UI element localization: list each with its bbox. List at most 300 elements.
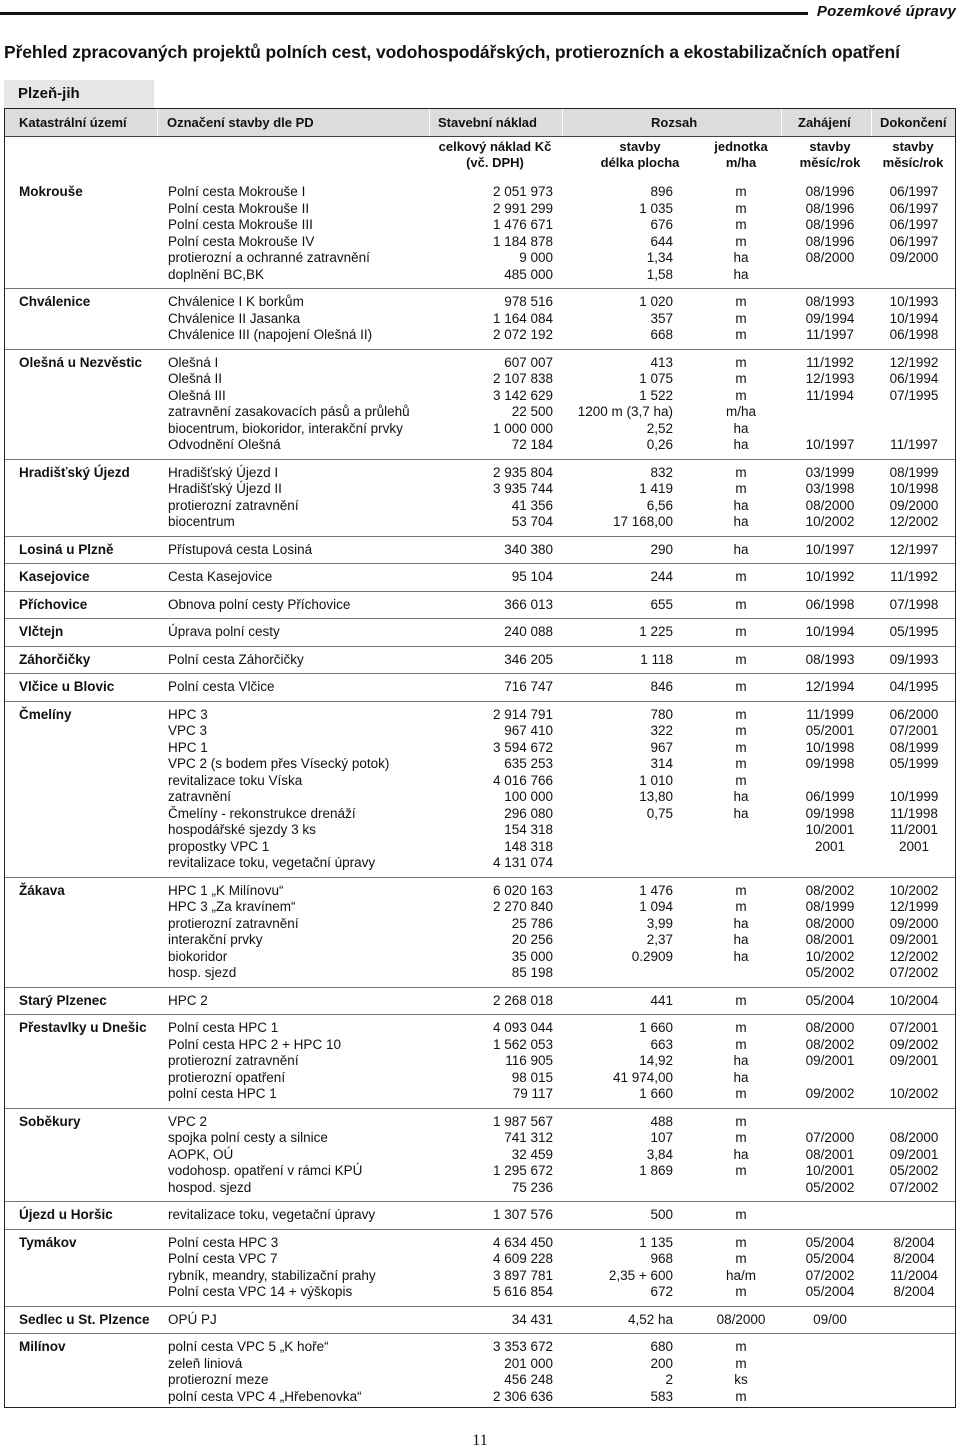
cell-unit: m <box>735 624 747 639</box>
cell-cost: 41 356 <box>511 497 553 513</box>
cell-name: AOPK, OÚ <box>168 1146 234 1162</box>
table-row <box>5 723 955 740</box>
cell-end: 08/2000 <box>889 1130 939 1145</box>
table-row <box>5 371 955 388</box>
cell-end: 07/2001 <box>889 1020 939 1035</box>
table-row <box>5 822 955 839</box>
cell-start: 08/2000 <box>805 497 855 513</box>
location-group <box>5 563 955 591</box>
location-group <box>5 459 955 536</box>
cell-name: revitalizace toku, vegetační úpravy <box>168 1207 376 1222</box>
cell-start: 10/1994 <box>805 624 855 639</box>
cell-length: 1 010 <box>639 772 673 788</box>
region-label: Plzeň-jih <box>4 80 154 108</box>
cell-name: VPC 2 <box>168 1113 208 1129</box>
cell-unit: ha <box>733 915 749 931</box>
cell-unit: ha <box>733 497 749 513</box>
cell-start: 10/2002 <box>805 514 855 529</box>
cell-cost: 75 236 <box>511 1179 553 1195</box>
cell-start: 10/1992 <box>805 569 855 584</box>
cell-cost: 22 500 <box>511 404 553 419</box>
cell-cost: 456 248 <box>504 1372 553 1387</box>
cell-cost: 2 914 791 <box>492 706 553 722</box>
cell-name: Polní cesta Mokrouše II <box>168 200 310 216</box>
cell-name: HPC 1 „K Milínovu“ <box>168 882 284 898</box>
cell-cost: 2 306 636 <box>492 1388 553 1404</box>
cell-length: 17 168,00 <box>612 514 673 529</box>
table-row <box>5 1114 955 1131</box>
cell-unit: m <box>735 756 747 771</box>
cell-end: 11/1998 <box>890 805 938 821</box>
cell-end: 2001 <box>898 838 930 854</box>
cell-end: 10/2002 <box>889 882 939 898</box>
sub-cost-2: (vč. DPH) <box>466 155 524 170</box>
cell-end: 09/2000 <box>889 915 939 931</box>
cell-name: hospod. sjezd <box>168 1179 252 1195</box>
cell-unit: m <box>735 1388 747 1404</box>
cell-length: 846 <box>650 679 673 694</box>
cell-start: 05/2004 <box>805 1284 855 1299</box>
cell-length: 3,84 <box>646 1146 673 1162</box>
cell-unit: m <box>735 596 747 612</box>
cell-cost: 240 088 <box>504 624 553 639</box>
location-group <box>5 1229 955 1306</box>
cell-unit: m <box>735 310 747 326</box>
table-row <box>5 421 955 438</box>
cell-end: 8/2004 <box>893 1284 935 1299</box>
cell-length: 780 <box>650 706 673 722</box>
cell-name: Chválenice III (napojení Olešná II) <box>168 327 373 342</box>
cell-start: 05/2004 <box>805 1234 855 1250</box>
cell-cost: 1 562 053 <box>492 1036 553 1052</box>
cell-name: Hradišťský Újezd I <box>168 464 279 480</box>
cell-name: spojka polní cesty a silnice <box>168 1130 328 1145</box>
cell-end: 12/2002 <box>889 514 939 529</box>
cell-end: 10/1998 <box>889 481 939 496</box>
cell-length: 2,35 + 600 <box>608 1267 673 1283</box>
cell-name: Čmelíny - rekonstrukce drenáží <box>168 805 356 821</box>
cell-cost: 1 184 878 <box>492 233 553 249</box>
location-group <box>5 349 955 459</box>
table-row <box>5 355 955 372</box>
cell-unit: m <box>735 739 747 755</box>
cell-end: 06/1997 <box>889 200 939 216</box>
cell-cost: 2 072 192 <box>492 327 553 342</box>
cell-start: 10/2001 <box>805 1163 855 1178</box>
cell-length: 290 <box>650 541 673 557</box>
cell-length: 1200 m (3,7 ha) <box>577 404 673 419</box>
table-row <box>5 481 955 498</box>
sub-end-2: měsíc/rok <box>882 155 944 170</box>
location-name: Újezd u Horšic <box>19 1207 113 1222</box>
page-header <box>0 0 960 26</box>
sub-unit-2: m/ha <box>725 155 757 170</box>
table-row <box>5 993 955 1010</box>
cell-unit: ha <box>733 1069 749 1085</box>
cell-cost: 35 000 <box>511 948 553 964</box>
cell-start: 08/1996 <box>805 200 855 216</box>
sub-unit-1: jednotka <box>714 139 768 154</box>
cell-length: 680 <box>650 1339 673 1354</box>
cell-start: 08/2002 <box>805 882 855 898</box>
table-row <box>5 250 955 267</box>
table-row <box>5 327 955 344</box>
cell-start: 08/2001 <box>805 932 855 947</box>
cell-cost: 201 000 <box>504 1355 553 1371</box>
cell-unit: ha <box>733 514 749 529</box>
cell-length: 1 118 <box>640 651 673 667</box>
cell-length: 2,37 <box>646 932 673 947</box>
location-name: Čmelíny <box>19 706 72 722</box>
location-group <box>5 1108 955 1202</box>
cell-length: 668 <box>650 327 673 342</box>
cell-cost: 116 905 <box>505 1053 553 1068</box>
cell-length: 1 225 <box>639 624 673 639</box>
cell-cost: 1 164 084 <box>492 310 553 326</box>
table-row <box>5 1268 955 1285</box>
cell-unit: m <box>735 1284 747 1299</box>
table-row <box>5 806 955 823</box>
table-row <box>5 1207 955 1224</box>
cell-length: 583 <box>650 1388 673 1404</box>
cell-length: 1 419 <box>639 481 673 496</box>
cell-end: 12/1992 <box>889 354 939 370</box>
cell-unit: m <box>735 1251 747 1266</box>
cell-start: 10/1998 <box>805 739 855 755</box>
cell-length: 357 <box>650 310 673 326</box>
cell-length: 4,52 ha <box>627 1311 673 1327</box>
cell-end: 10/1999 <box>889 789 939 804</box>
table-row <box>5 234 955 251</box>
location-name: Sedlec u St. Plzence <box>19 1311 150 1327</box>
cell-unit: m <box>735 723 747 738</box>
cell-start: 09/1998 <box>805 756 855 771</box>
cell-length: 1 020 <box>639 294 673 309</box>
cell-name: protierozní a ochranné zatravnění <box>168 250 370 265</box>
table-row <box>5 855 955 872</box>
cell-length: 663 <box>650 1036 673 1052</box>
cell-cost: 154 318 <box>504 822 553 837</box>
cell-name: Cesta Kasejovice <box>168 569 273 584</box>
cell-start: 08/2000 <box>805 1020 855 1035</box>
cell-name: Polní cesta VPC 14 + výškopis <box>168 1284 353 1299</box>
cell-unit: ha <box>733 541 749 557</box>
sub-scope-1: stavby <box>619 139 661 154</box>
cell-name: OPÚ PJ <box>168 1311 217 1327</box>
cell-name: Hradišťský Újezd II <box>168 481 282 496</box>
cell-unit: m <box>735 184 747 199</box>
cell-unit: m <box>735 651 747 667</box>
cell-unit: m <box>735 217 747 232</box>
cell-end: 12/2002 <box>889 948 939 964</box>
table-subheader <box>5 139 955 175</box>
cell-start: 05/2004 <box>805 992 855 1008</box>
cell-cost: 85 198 <box>511 965 553 980</box>
cell-cost: 2 051 973 <box>492 184 553 199</box>
cell-start: 08/1996 <box>805 184 855 199</box>
cell-length: 0.2909 <box>631 948 673 964</box>
cell-start: 08/1993 <box>805 651 855 667</box>
cell-unit: m <box>735 1355 747 1371</box>
cell-name: protierozní opatření <box>168 1069 286 1085</box>
cell-name: Polní cesta VPC 7 <box>168 1251 278 1266</box>
location-group <box>5 673 955 701</box>
cell-cost: 53 704 <box>511 514 553 529</box>
location-name: Olešná u Nezvěstic <box>19 354 143 370</box>
cell-length: 244 <box>650 569 673 584</box>
table-row <box>5 498 955 515</box>
cell-end: 10/2002 <box>889 1086 939 1101</box>
cell-cost: 741 312 <box>504 1130 553 1145</box>
cell-name: HPC 1 <box>168 739 208 755</box>
cell-unit: m <box>735 1339 747 1354</box>
cell-end: 06/1994 <box>889 371 939 386</box>
table-row <box>5 1372 955 1389</box>
location-group <box>5 591 955 619</box>
location-name: Vlčice u Blovic <box>19 679 115 694</box>
cell-cost: 716 747 <box>504 679 553 694</box>
cell-start: 10/2002 <box>805 948 855 964</box>
table-row <box>5 1070 955 1087</box>
cell-name: doplnění BC,BK <box>168 266 265 282</box>
cell-cost: 3 142 629 <box>492 387 553 403</box>
cell-start: 2001 <box>814 838 846 854</box>
cell-name: HPC 3 „Za kravínem“ <box>168 899 296 914</box>
cell-start: 05/2001 <box>805 723 855 738</box>
cell-end: 05/1995 <box>889 624 939 639</box>
cell-cost: 79 117 <box>512 1086 553 1101</box>
cell-start: 08/2000 <box>805 250 855 265</box>
cell-cost: 967 410 <box>504 723 553 738</box>
location-name: Losiná u Plzně <box>19 541 114 557</box>
cell-name: Polní cesta Vlčice <box>168 679 275 694</box>
table-row <box>5 679 955 696</box>
cell-cost: 100 000 <box>504 789 553 804</box>
cell-start: 10/1997 <box>805 541 855 557</box>
cell-cost: 2 107 838 <box>492 371 553 386</box>
cell-unit: ha <box>733 1053 749 1068</box>
table-row <box>5 773 955 790</box>
cell-cost: 296 080 <box>504 805 553 821</box>
cell-end: 05/1999 <box>889 756 939 771</box>
location-name: Přestavlky u Dnešic <box>19 1020 147 1035</box>
cell-length: 6,56 <box>646 497 673 513</box>
table-row <box>5 404 955 421</box>
cell-length: 1 075 <box>639 371 673 386</box>
projects-table <box>4 108 956 1408</box>
cell-unit: ha <box>733 1146 749 1162</box>
cell-name: Polní cesta HPC 3 <box>168 1234 279 1250</box>
cell-length: 1 869 <box>639 1163 673 1178</box>
cell-cost: 4 609 228 <box>492 1251 553 1266</box>
cell-start: 05/2004 <box>805 1251 855 1266</box>
location-group <box>5 618 955 646</box>
cell-name: zatravnění zasakovacích pásů a průlehů <box>168 404 410 419</box>
table-row <box>5 899 955 916</box>
cell-unit: ha <box>733 266 749 282</box>
location-group <box>5 1333 955 1408</box>
cell-cost: 72 184 <box>511 437 553 452</box>
table-row <box>5 756 955 773</box>
cell-end: 07/1995 <box>889 387 939 403</box>
cell-length: 0,75 <box>646 805 673 821</box>
cell-unit: m/ha <box>725 404 756 419</box>
cell-end: 07/2002 <box>889 965 939 980</box>
cell-unit: ha <box>733 437 749 452</box>
cell-start: 08/1996 <box>805 233 855 249</box>
cell-cost: 25 786 <box>511 915 553 931</box>
cell-start: 08/2002 <box>805 1036 855 1052</box>
cell-unit: m <box>735 679 747 694</box>
table-row <box>5 1356 955 1373</box>
cell-start: 05/2002 <box>805 965 855 980</box>
cell-length: 2,52 <box>646 420 673 436</box>
cell-unit: m <box>735 464 747 480</box>
cell-name: zatravnění <box>168 789 232 804</box>
cell-end: 08/1999 <box>889 739 939 755</box>
table-row <box>5 932 955 949</box>
cell-end: 09/2001 <box>889 932 939 947</box>
table-row <box>5 1086 955 1103</box>
cell-cost: 1 295 672 <box>492 1163 553 1178</box>
location-name: Starý Plzenec <box>19 992 107 1008</box>
table-row <box>5 1037 955 1054</box>
cell-length: 500 <box>650 1207 673 1222</box>
cell-unit: m <box>735 1113 747 1129</box>
table-row <box>5 597 955 614</box>
cell-cost: 978 516 <box>504 294 553 309</box>
cell-length: 896 <box>650 184 673 199</box>
cell-unit: m <box>735 371 747 386</box>
cell-length: 1 522 <box>639 387 673 403</box>
cell-end: 09/2000 <box>889 497 939 513</box>
cell-length: 13,80 <box>639 789 673 804</box>
cell-start: 07/2002 <box>805 1267 855 1283</box>
cell-end: 06/2000 <box>889 706 939 722</box>
cell-end: 12/1997 <box>889 541 939 557</box>
cell-unit: m <box>735 706 747 722</box>
cell-name: interakční prvky <box>168 932 263 947</box>
location-name: Příchovice <box>19 596 88 612</box>
cell-start: 09/1998 <box>805 805 855 821</box>
cell-length: 676 <box>650 217 673 232</box>
cell-cost: 4 016 766 <box>492 772 553 788</box>
cell-start: 10/1997 <box>805 437 855 452</box>
cell-name: biokoridor <box>168 948 228 964</box>
cell-name: HPC 3 <box>168 706 208 722</box>
cell-end: 05/2002 <box>889 1163 939 1178</box>
cell-cost: 2 935 804 <box>492 464 553 480</box>
table-row <box>5 311 955 328</box>
table-row <box>5 652 955 669</box>
cell-unit: m <box>735 233 747 249</box>
cell-end: 08/1999 <box>889 464 939 480</box>
cell-length: 1 476 <box>639 882 673 898</box>
cell-end: 07/2002 <box>889 1179 939 1195</box>
cell-name: Polní cesta Mokrouše I <box>168 184 306 199</box>
table-row <box>5 1163 955 1180</box>
cell-start: 06/1998 <box>805 596 855 612</box>
table-row <box>5 740 955 757</box>
col-name: Označení stavby dle PD <box>167 115 314 130</box>
table-row <box>5 1251 955 1268</box>
table-row <box>5 1389 955 1406</box>
cell-end: 09/2001 <box>889 1053 939 1068</box>
table-row <box>5 707 955 724</box>
table-header <box>5 109 955 137</box>
cell-unit: m <box>735 294 747 309</box>
cell-cost: 148 318 <box>504 838 553 854</box>
cell-length: 967 <box>650 739 673 755</box>
table-row <box>5 201 955 218</box>
cell-unit: m <box>735 481 747 496</box>
cell-unit: ha <box>733 932 749 947</box>
sub-end-1: stavby <box>892 139 934 154</box>
location-group <box>5 288 955 349</box>
table-row <box>5 1284 955 1301</box>
cell-start: 11/1997 <box>806 327 854 342</box>
cell-end: 8/2004 <box>893 1251 935 1266</box>
cell-cost: 4 634 450 <box>492 1234 553 1250</box>
cell-name: Polní cesta Záhorčičky <box>168 651 304 667</box>
table-row <box>5 294 955 311</box>
cell-name: propostky VPC 1 <box>168 838 270 854</box>
cell-cost: 95 104 <box>511 569 553 584</box>
cell-cost: 3 935 744 <box>492 481 553 496</box>
cell-start: 10/2001 <box>805 822 855 837</box>
table-row <box>5 465 955 482</box>
cell-start: 12/1993 <box>805 371 855 386</box>
cell-start: 12/1994 <box>805 679 855 694</box>
cell-unit: m <box>735 992 747 1008</box>
cell-length: 107 <box>650 1130 673 1145</box>
cell-name: Polní cesta Mokrouše III <box>168 217 313 232</box>
location-name: Vlčtejn <box>19 624 64 639</box>
table-row <box>5 1180 955 1197</box>
cell-name: Olešná I <box>168 354 219 370</box>
cell-cost: 366 013 <box>504 596 553 612</box>
cell-cost: 1 987 567 <box>492 1113 553 1129</box>
location-name: Kasejovice <box>19 569 90 584</box>
cell-start: 03/1999 <box>805 464 855 480</box>
sub-start-2: měsíc/rok <box>799 155 861 170</box>
location-group <box>5 1306 955 1334</box>
cell-length: 322 <box>650 723 673 738</box>
table-body <box>5 179 955 1408</box>
cell-end: 11/2001 <box>890 822 938 837</box>
table-row <box>5 789 955 806</box>
location-group <box>5 1201 955 1229</box>
table-row <box>5 569 955 586</box>
cell-name: Olešná III <box>168 387 226 403</box>
cell-length: 3,99 <box>646 915 673 931</box>
cell-name: vodohosp. opatření v rámci KPÚ <box>168 1163 363 1178</box>
table-row <box>5 1339 955 1356</box>
cell-name: Přístupová cesta Losiná <box>168 541 313 557</box>
cell-unit: m <box>735 1163 747 1178</box>
location-name: Soběkury <box>19 1113 81 1129</box>
cell-end: 06/1997 <box>889 184 939 199</box>
cell-length: 655 <box>650 596 673 612</box>
col-start: Zahájení <box>798 115 851 130</box>
cell-end: 04/1995 <box>889 679 939 694</box>
cell-length: 1 094 <box>639 899 673 914</box>
table-row <box>5 839 955 856</box>
cell-unit: m <box>735 1036 747 1052</box>
cell-unit: m <box>735 1086 747 1101</box>
cell-length: 0,26 <box>646 437 673 452</box>
cell-name: Chválenice II Jasanka <box>168 310 301 326</box>
